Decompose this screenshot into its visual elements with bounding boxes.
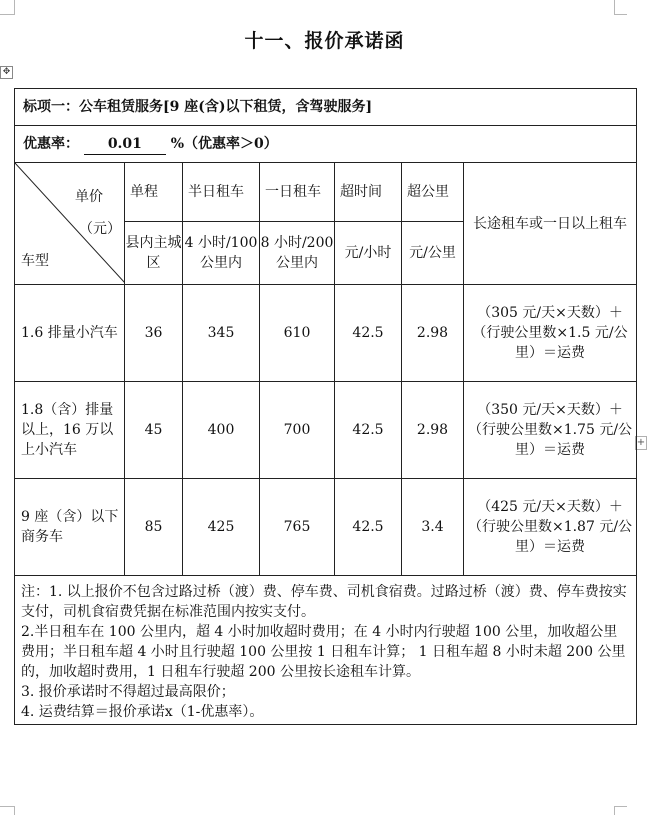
page-title: 十一、报价承诺函 [244, 30, 405, 52]
col-header-overtime: 超时间 [335, 163, 402, 222]
table-row [15, 285, 637, 382]
discount-label: 优惠率： [23, 135, 79, 152]
car-type-cell: 1.8（含）排量以上，16 万以上小汽车 [15, 382, 125, 479]
col-header-one-way: 单程 [125, 163, 183, 222]
over-km-price: 2.98 [402, 285, 464, 382]
quote-table [14, 88, 637, 725]
subheader-one-day: 8 小时/200 公里内 [260, 222, 335, 285]
long-distance-formula: （350 元/天×天数）＋（行驶公里数×1.75 元/公里）＝运费 [464, 382, 637, 479]
half-day-price: 345 [183, 285, 260, 382]
one-day-price: 765 [260, 479, 335, 576]
car-type-label: 车型 [21, 253, 49, 269]
overtime-price: 42.5 [335, 285, 402, 382]
half-day-price: 400 [183, 382, 260, 479]
page-corner-mark-top-right [614, 0, 627, 15]
page-corner-mark-top-left [0, 0, 15, 15]
over-km-price: 3.4 [402, 479, 464, 576]
car-type-cell: 1.6 排量小汽车 [15, 285, 125, 382]
notes-cell [15, 576, 637, 725]
one-day-price: 700 [260, 382, 335, 479]
table-move-handle-icon[interactable]: ✥ [0, 66, 13, 79]
col-header-half-day: 半日租车 [183, 163, 260, 222]
diagonal-header-cell [15, 163, 125, 285]
overtime-price: 42.5 [335, 479, 402, 576]
note-3: 3. 报价承诺时不得超过最高限价； [21, 684, 235, 700]
col-header-over-km: 超公里 [402, 163, 464, 222]
discount-row [15, 126, 637, 163]
one-way-price: 36 [125, 285, 183, 382]
long-distance-formula: （425 元/天×天数）＋（行驶公里数×1.87 元/公里）＝运费 [464, 479, 637, 576]
page-corner-mark-bottom-left [0, 806, 15, 815]
note-4: 4. 运费结算＝报价承诺ⅹ（1-优惠率）。 [21, 704, 264, 720]
col-header-one-day: 一日租车 [260, 163, 335, 222]
col-header-long-distance: 长途租车或一日以上租车 [464, 163, 637, 285]
subheader-over-km: 元/公里 [402, 222, 464, 285]
subheader-one-way: 县内主城区 [125, 222, 183, 285]
discount-suffix: %（优惠率＞0） [170, 135, 278, 152]
table-row [15, 382, 637, 479]
add-row-plus-icon[interactable]: + [636, 437, 646, 448]
car-type-cell: 9 座（含）以下商务车 [15, 479, 125, 576]
discount-value: 0.01 [84, 134, 166, 155]
note-2: 2.半日租车在 100 公里内，超 4 小时加收超时费用；在 4 小时内行驶超 100 公里，加收超公里费用；半日租车超 4 小时且行驶超 100 公里按 1 日租车计算； 1 日租车超 8 小时未超 200 公里的，加收超时费用，1 日租车行驶超 200 公里按长途租车计算。 [21, 624, 626, 680]
half-day-price: 425 [183, 479, 260, 576]
long-distance-formula: （305 元/天×天数）＋（行驶公里数×1.5 元/公里）＝运费 [464, 285, 637, 382]
one-way-price: 85 [125, 479, 183, 576]
over-km-price: 2.98 [402, 382, 464, 479]
page-corner-mark-bottom-right [614, 806, 627, 815]
one-day-price: 610 [260, 285, 335, 382]
subheader-half-day: 4 小时/100 公里内 [183, 222, 260, 285]
table-row [15, 479, 637, 576]
unit-yuan-label: （元） [79, 221, 121, 237]
one-way-price: 45 [125, 382, 183, 479]
subheader-overtime: 元/小时 [335, 222, 402, 285]
overtime-price: 42.5 [335, 382, 402, 479]
note-1: 注：1. 以上报价不包含过路过桥（渡）费、停车费、司机食宿费。过路过桥（渡）费、停车费按实支付，司机食宿费凭据在标准范围内按实支付。 [21, 584, 627, 620]
item-header: 标项一：公车租赁服务[9 座(含)以下租赁，含驾驶服务] [15, 89, 637, 126]
unit-price-label: 单价 [75, 189, 103, 205]
